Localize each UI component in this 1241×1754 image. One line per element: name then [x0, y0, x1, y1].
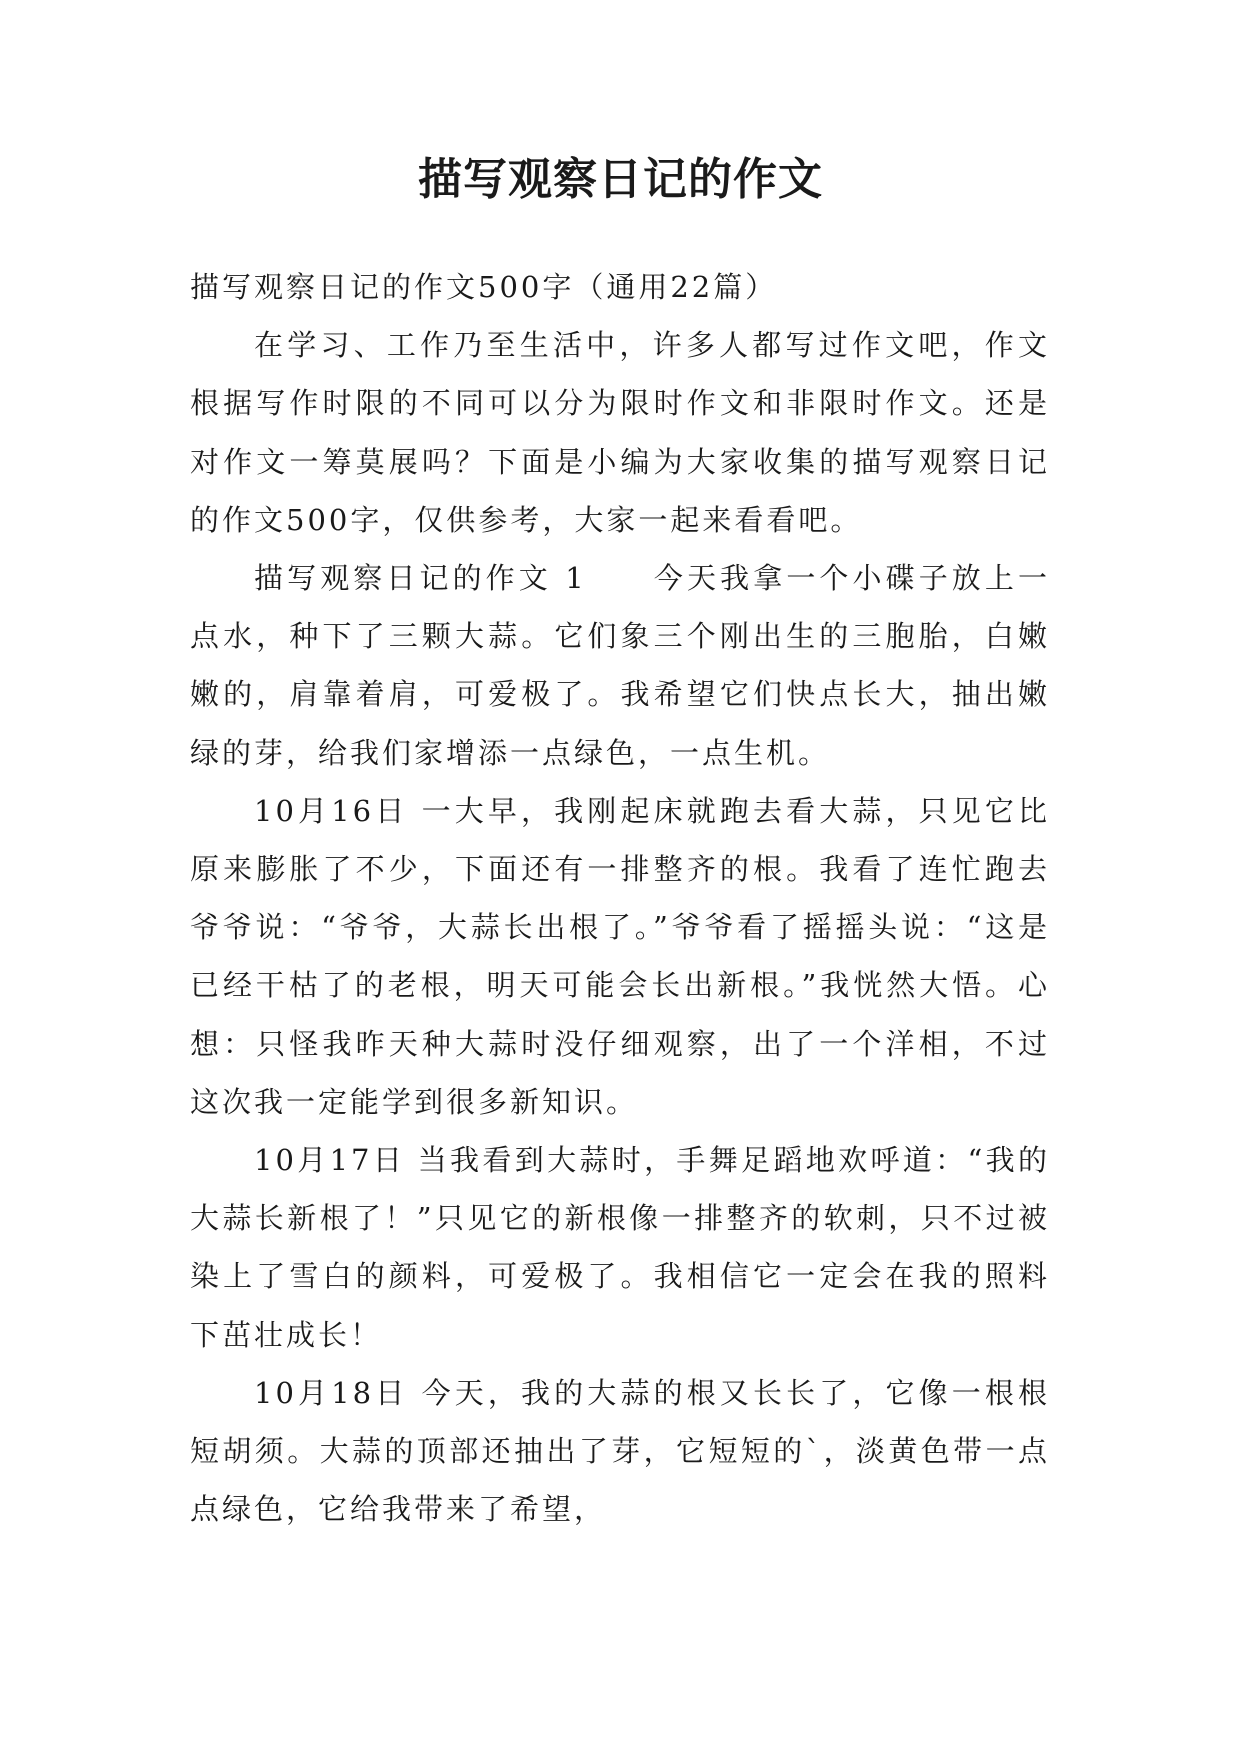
essay-1-paragraph: 描写观察日记的作文 1 今天我拿一个小碟子放上一点水，种下了三颗大蒜。它们象三个刚出生的三胞胎，白嫩嫩的，肩靠着肩，可爱极了。我希望它们快点长大，抽出嫩绿的芽，给我们家增添一点绿色，一点生机。 [190, 561, 1050, 770]
diary-oct16-paragraph: 10月16日 一大早，我刚起床就跑去看大蒜，只见它比原来膨胀了不少，下面还有一排整齐的根。我看了连忙跑去爷爷说：“爷爷，大蒜长出根了。”爷爷看了摇摇头说：“这是已经干枯了的老根，明天可能会长出新根。”我恍然大悟。心想：只怪我昨天种大蒜时没仔细观察，出了一个洋相，不过这次我一定能学到很多新知识。 [190, 793, 1050, 1119]
diary-oct18-paragraph: 10月18日 今天，我的大蒜的根又长长了，它像一根根短胡须。大蒜的顶部还抽出了芽，它短短的`，淡黄色带一点点绿色，它给我带来了希望， [190, 1375, 1050, 1527]
document-title: 描写观察日记的作文 [418, 154, 823, 205]
intro-paragraph: 在学习、工作乃至生活中，许多人都写过作文吧，作文根据写作时限的不同可以分为限时作文和非限时作文。还是对作文一筹莫展吗？下面是小编为大家收集的描写观察日记的作文500字，仅供参考，大家一起来看看吧。 [190, 328, 1050, 537]
document-body [190, 258, 1050, 1538]
subtitle-paragraph: 描写观察日记的作文500字（通用22篇） [190, 270, 778, 304]
diary-oct17-paragraph: 10月17日 当我看到大蒜时，手舞足蹈地欢呼道：“我的大蒜长新根了！”只见它的新根像一排整齐的软刺，只不过被染上了雪白的颜料，可爱极了。我相信它一定会在我的照料下茁壮成长！ [190, 1143, 1050, 1352]
